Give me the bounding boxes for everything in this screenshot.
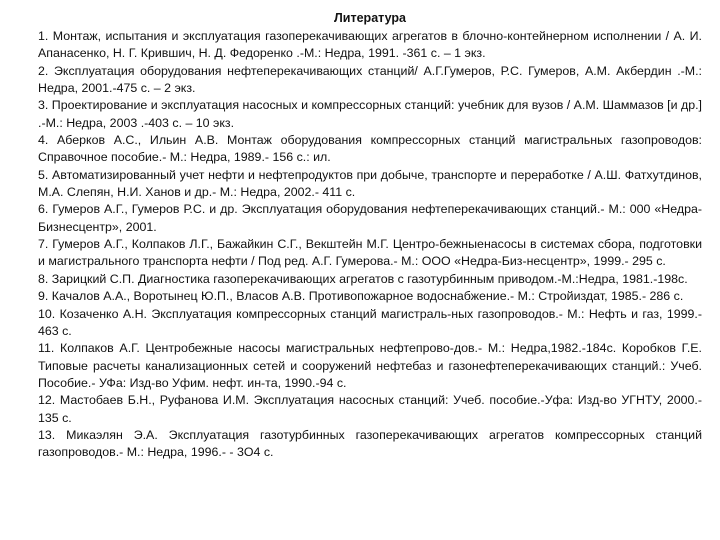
document-page	[38, 10, 702, 462]
reference-item: 5. Автоматизированный учет нефти и нефтепродуктов при добыче, транспорте и переработке / А.Ш. Фатхутдинов, М.А. Слепян, Н.И. Ханов и др.- М.: Недра, 2002.- 411 с.	[38, 167, 702, 200]
reference-item: 1. Монтаж, испытания и эксплуатация газоперекачивающих агрегатов в блочно-контейнерном исполнении / А. И. Апанасенко, Н. Г. Крившич, Н. Д. Федоренко .-М.: Недра, 1991. -361 с. – 1 экз.	[38, 29, 702, 61]
reference-item: 3. Проектирование и эксплуатация насосных и компрессорных станций: учебник для вузов / А.М. Шаммазов [и др.] .-М.: Недра, 2003 .-403 с. – 10 экз.	[38, 98, 702, 130]
reference-item: 4. Аберков А.С., Ильин А.В. Монтаж оборудования компрессорных станций магистральных газопроводов: Справочное пособие.- М.: Недра, 1989.- 156 с.: ил.	[38, 133, 702, 165]
reference-item: 11. Колпаков А.Г. Центробежные насосы магистральных нефтепрово-дов.- М.: Недра,1982.-184с. Коробков Г.Е. Типовые расчеты канализационных сетей и сооружений нефтебаз и газонефтеперекачивающих станций.: Учеб. Пособие.- УФа: Изд-во Уфим. нефт. ин-та, 1990.-94 с.	[38, 341, 702, 390]
reference-item: 7. Гумеров А.Г., Колпаков Л.Г., Бажайкин С.Г., Векштейн М.Г. Центро-бежныенасосы в системах сбора, подготовки и магистрального транспорта нефти / Под ред. А.Г. Гумерова.- М.: ООО «Недра-Биз-несцентр», 1999.- 295 с.	[38, 237, 702, 269]
reference-item: 9. Качалов А.А., Воротынец Ю.П., Власов А.В. Противопожарное водоснабжение.- М.: Стройиздат, 1985.- 286 с.	[38, 289, 684, 304]
reference-item: 10. Козаченко А.Н. Эксплуатация компрессорных станций магистраль-ных газопроводов.- М.: Нефть и газ, 1999.- 463 с.	[38, 306, 702, 338]
page-title: Литература	[334, 11, 406, 25]
reference-item: 12. Мастобаев Б.Н., Руфанова И.М. Эксплуатация насосных станций: Учеб. пособие.-Уфа: Изд-во УГНТУ, 2000.- 135 с.	[38, 393, 702, 425]
reference-item: 2. Эксплуатация оборудования нефтеперекачивающих станций/ А.Г.Гумеров, Р.С. Гумеров, А.М. Акбердин .-М.: Недра, 2001.-475 с. – 2 экз.	[38, 63, 702, 96]
reference-item: 8. Зарицкий С.П. Диагностика газоперекачивающих агрегатов с газотурбинным приводом.-М.:Недра, 1981.-198с.	[38, 271, 688, 286]
reference-item: 6. Гумеров А.Г., Гумеров Р.С. и др. Эксплуатация оборудования нефтеперекачивающих станций.- М.: 000 «Недра-Бизнесцентр», 2001.	[38, 202, 702, 234]
reference-list	[38, 28, 702, 462]
reference-item: 13. Микаэлян Э.А. Эксплуатация газотурбинных газоперекачивающих агрегатов компрессорных станций газопроводов.- М.: Недра, 1996.- - 3О4 с.	[38, 427, 702, 460]
